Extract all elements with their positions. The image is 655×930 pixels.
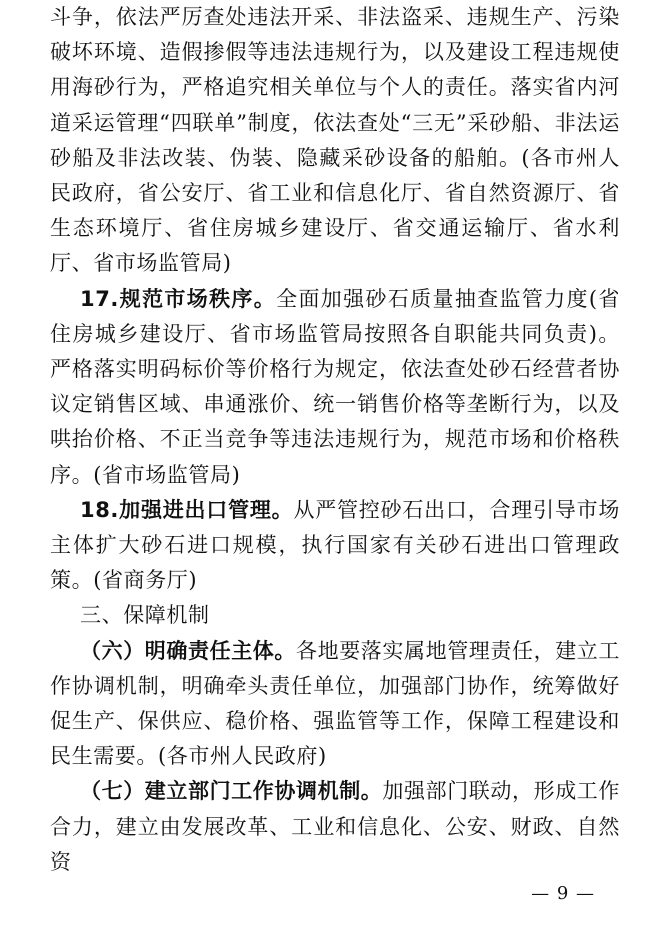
paragraph-text: 从严管控砂石出口，合理引导市场主体扩大砂石进口规模，执行国家有关砂石进出口管理政策。(省商务厅) [50, 497, 621, 593]
paragraph-text: 各地要落实属地管理责任，建立工作协调机制，明确牵头责任单位，加强部门协作，统筹做好促生产、保供应、稳价格、强监管等工作，保障工程建设和民生需要。(各市州人民政府) [50, 638, 620, 769]
paragraph-text: 斗争，依法严厉查处违法开采、非法盗采、违规生产、污染破坏环境、造假掺假等违法违规行为，以及建设工程违规使用海砂行为，严格追究相关单位与个人的责任。落实省内河道采运管理“四联单”制度，依法查处“三无”采砂船、非法运砂船及非法改装、伪装、隐藏采砂设备的船舶。(各市州人民政府，省公安厅、省工业和信息化厅、省自然资源厅、省生态环境厅、省住房城乡建设厅、省交通运输厅、省水利厅、省市场监管局) [50, 5, 620, 276]
page-number: — 9 — [531, 883, 595, 904]
paragraph-18 [50, 493, 620, 599]
paragraph-six [50, 634, 620, 775]
paragraph-continuation [50, 0, 620, 282]
paragraph-lead-17: 17.规范市场秩序。 [80, 286, 277, 311]
paragraph-lead-seven: （七）建立部门工作协调机制。 [80, 779, 383, 804]
paragraph-seven [50, 774, 620, 880]
section-heading: 三、保障机制 [80, 603, 210, 628]
document-body [50, 0, 620, 880]
paragraph-text: 加强部门联动，形成工作合力，建立由发展改革、工业和信息化、公安、财政、自然资 [50, 779, 621, 874]
paragraph-lead-18: 18.加强进出口管理。 [80, 497, 294, 522]
paragraph-lead-six: （六）明确责任主体。 [80, 638, 296, 663]
paragraph-text: 全面加强砂石质量抽查监管力度(省住房城乡建设厅、省市场监管局按照各自职能共同负责)。严格落实明码标价等价格行为规定，依法查处砂石经营者协议定销售区域、串通涨价、统一销售价格等垄断行为，以及哄抬价格、不正当竞争等违法违规行为，规范市场和价格秩序。(省市场监管局) [50, 286, 621, 487]
paragraph-17 [50, 282, 620, 493]
